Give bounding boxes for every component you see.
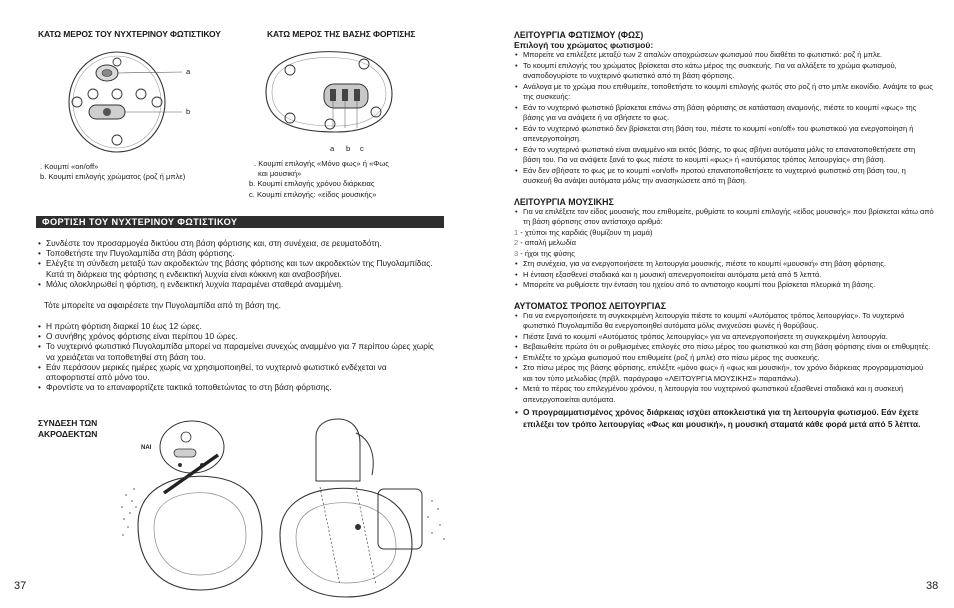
connect-terminals-figure xyxy=(120,415,450,600)
list-item: • Μετά το πέρας του επιλεγμένου χρόνου, η λειτουργία του νυχτερινού φωτιστικού εξασθενεί σταδιακά και η συσκευή απενεργοποιείται αυτόματα. xyxy=(514,384,934,405)
list-item: • Η πρώτη φόρτιση διαρκεί 10 έως 12 ώρες. xyxy=(37,321,437,331)
night-light-bottom-figure xyxy=(60,44,210,164)
page-number-right: 38 xyxy=(926,580,939,592)
figure-1-caption-a: . Κουμπί «on/off» xyxy=(40,162,99,171)
list-item: • Ελέγξτε τη σύνδεση μεταξύ των ακροδεκτών της βάσης φόρτισης και των ακροδεκτών της Πυγολαμπίδας. Κατά τη διάρκεια της φόρτισης η ενδεικτική λυχνία είναι κόκκινη και αναβοσβήνει. xyxy=(37,258,447,278)
list-item: • Επιλέξτε το χρώμα φωτισμού που επιθυμείτε (ροζ ή μπλε) στο πίσω μέρος της συσκευής. xyxy=(514,353,934,364)
list-item: • Η ένταση εξασθενεί σταδιακά και η μουσική απενεργοποιείται αυτόματα μετά από 5 λεπτά. xyxy=(514,270,934,281)
figure-2-caption-a2: και μουσική» xyxy=(258,169,302,179)
list-item: • Εάν περάσουν μερικές ημέρες χωρίς να χρησιμοποιηθεί, το νυχτερινό φωτιστικό ενδέχεται να αποφορτιστεί από μόνο του. xyxy=(37,362,437,382)
list-item: • Εάν το νυχτερινό φωτιστικό είναι αναμμένο και εκτός βάσης, το φως σβήνει αυτόματα μόλις το επανατοποθετήσετε στη βάση του. Για να ανάψετε ξανά το φως πιέστε το κουμπί «φως» ή «αυτόματος τρόπος λειτουργίας» στη βάση. xyxy=(514,145,934,166)
charging-list-2 xyxy=(37,321,437,392)
list-item: • Στη συνέχεια, για να ενεργοποιήσετε τη λειτουργία μουσικής, πιέστε το κουμπί «μουσική» στη βάση φόρτισης. xyxy=(514,259,934,270)
music-options xyxy=(514,228,934,260)
figure-1-caption-b: b. Κουμπί επιλογής χρώματος (ροζ ή μπλε) xyxy=(40,172,186,182)
list-item: • Εάν δεν σβήσατε το φως με το κουμπί «on/off» προτού επανατοποθετήσετε το νυχτερινό φωτιστικό στη βάση του, η συσκευή θα ανάψει αυτόματα μόλις την ανασηκώσετε από τη βάση. xyxy=(514,166,934,187)
list-item: • Μπορείτε να ρυθμίσετε την ένταση του ηχείου από το αντιστοιχο κουμπί που βρίσκεται πλευρικά τη βάσης. xyxy=(514,280,934,291)
list-item: • Πιέστε ξανά το κουμπί «Αυτόματος τρόπος λειτουργίας» για να απενεργοποιήσετε τη συγκεκριμένη λειτουργία. xyxy=(514,332,934,343)
automatic-list xyxy=(514,332,934,406)
connect-terminals-title-line2: ΑΚΡΟΔΕΚΤΩΝ xyxy=(38,429,98,439)
right-column xyxy=(514,30,934,430)
list-item: • Εάν το νυχτερινό φωτιστικό δεν βρίσκεται στη βάση του, πιέστε το κουμπί «on/off» του φωτιστικού για ενεργοποίηση ή απενεργοποίηση. xyxy=(514,124,934,145)
list-item: • Τοποθετήστε την Πυγολαμπίδα στη βάση φόρτισης. xyxy=(37,248,447,258)
music-option: 3 - ήχοι της φύσης xyxy=(514,248,575,258)
charging-base-bottom-figure xyxy=(258,44,398,140)
list-item: • Ο προγραμματισμένος χρόνος διάρκειας ισχύει αποκλειστικά για τη λειτουργία φωτισμού. Εάν έχετε επιλέξει τον τρόπο λειτουργίας «Φως και μουσική», η μουσική σταματά κάθε φορά μετά από 5 λέπτα. xyxy=(514,407,934,430)
list-item: • Το κουμπί επιλογής του χρώματος βρίσκεται στο κάτω μέρος της συσκευής. Για να αλλάξετε το χρώμα φωτισμού, αναποδογυρίστε το νυχτερινό φωτιστικό από τη βάση φόρτισης. xyxy=(514,61,934,82)
figure-1-label-a: a xyxy=(186,67,191,76)
lighting-list xyxy=(514,50,934,187)
programmed-time-note xyxy=(514,407,934,430)
music-function-title: ΛΕΙΤΟΥΡΓΙΑ ΜΟΥΣΙΚΗΣ xyxy=(514,196,614,207)
charging-section-title: ΦΟΡΤΙΣΗ ΤΟΥ ΝΥΧΤΕΡΙΝΟΥ ΦΩΤΙΣΤΙΚΟΥ xyxy=(36,216,444,228)
list-item: • Συνδέστε τον προσαρμογέα δικτύου στη βάση φόρτισης και, στη συνέχεια, σε ρευματοδότη. xyxy=(37,238,447,248)
figure-2-label-b: b xyxy=(346,144,351,153)
figure-2-caption-c: c. Κουμπί επιλογής: «είδος μουσικής» xyxy=(249,189,377,199)
music-list xyxy=(514,259,934,291)
figure-2-caption xyxy=(249,159,449,200)
figure-2-caption-b: b. Κουμπί επιλογής χρόνου διάρκειας xyxy=(249,179,375,189)
list-item: • Στο πίσω μέρος της βάσης φόρτισης, επιλέξτε «μόνο φως» ή «φως και μουσική», τον χρόνο διάρκειας προγραμματισμού και τον τύπο μελωδίας (πρβλ. παράγραφο «ΛΕΙΤΟΥΡΓΙΑ ΜΟΥΣΙΚΗΣ» παραπάνω). xyxy=(514,363,934,384)
list-item: • Ανάλογα με το χρώμα που επιθυμείτε, τοποθετήστε το κουμπί επιλογής φωτός στο ροζ ή στο μπλε εικονίδιο. Ανάψτε το φως της συσκευής: xyxy=(514,82,934,103)
list-item: • Το νυχτερινό φωτιστικό Πυγολαμπίδα μπορεί να παραμείνει συνεχώς αναμμένο για 7 περίπου ώρες χωρίς να χρειάζεται να τοποθετηθεί στη βάση του. xyxy=(37,341,437,361)
connect-terminals-title-line1: ΣΥΝΔΕΣΗ ΤΩΝ xyxy=(38,418,98,428)
list-item: • Μόλις ολοκληρωθεί η φόρτιση, η ενδεικτική λυχνία παραμένει σταθερά αναμμένη. xyxy=(37,279,447,289)
figure-1-caption xyxy=(40,162,240,182)
list-item: • Ο συνήθης χρόνος φόρτισης είναι περίπου 10 ώρες. xyxy=(37,331,437,341)
list-item: • Για να επιλέξετε τον είδος μουσικής που επιθυμείτε, ρυθμίστε το κουμπί επιλογής «είδος μουσικής» που βρίσκεται κάτω από τη βάση φόρτισης στον αντίστοιχο αριθμό: xyxy=(514,207,934,228)
list-item: • Μπορείτε να επιλέξετε μεταξύ των 2 απαλών αποχρώσεων φωτισμού που διαθέτει το φωτιστικό: ροζ ή μπλε. xyxy=(514,50,934,61)
figure-2-label-c: c xyxy=(360,144,364,153)
automatic-intro-list xyxy=(514,311,934,332)
list-item: • Για να ενεργοποιήσετε τη συγκεκριμένη λειτουργία πιέστε το κουμπί «Αυτόματος τρόπος λειτουργίας». Το νυχτερινό φωτιστικό Πυγολαμπίδα θα ενεργοποιηθεί αυτόματα μόλις ανιχνεύσει φωνές ή θορύβους. xyxy=(514,311,934,332)
music-option: 1 - χτύποι της καρδιάς (θυμίζουν τη μαμά) xyxy=(514,227,653,237)
charging-list-1 xyxy=(37,238,447,289)
list-item: • Φροντίστε να το επαναφορτίζετε τακτικά τοποθετώντας το στη βάση φόρτισης. xyxy=(37,382,437,392)
figure-2-title: ΚΑΤΩ ΜΕΡΟΣ ΤΗΣ ΒΑΣΗΣ ΦΟΡΤΙΣΗΣ xyxy=(267,29,416,39)
automatic-mode-title: ΑΥΤΟΜΑΤΟΣ ΤΡΟΠΟΣ ΛΕΙΤΟΥΡΓΙΑΣ xyxy=(514,300,666,311)
figure-2-caption-a1: . Κουμπί επιλογής «Μόνο φως» ή «Φως xyxy=(254,159,389,168)
lighting-function-title: ΛΕΙΤΟΥΡΓΙΑ ΦΩΤΙΣΜΟΥ (ΦΩΣ) xyxy=(514,30,644,40)
figure-3-label: NAI xyxy=(141,445,152,451)
music-intro-list xyxy=(514,207,934,228)
figure-1-label-b: b xyxy=(186,107,191,116)
music-option: 2 - απαλή μελωδία xyxy=(514,238,576,247)
figure-1-title: ΚΑΤΩ ΜΕΡΟΣ ΤΟΥ ΝΥΧΤΕΡΙΝΟΥ ΦΩΤΙΣΤΙΚΟΥ xyxy=(38,29,221,39)
charging-note: Τότε μπορείτε να αφαιρέσετε την Πυγολαμπίδα από τη βάση της. xyxy=(44,300,281,310)
lighting-color-subtitle: Επιλογή του χρώματος φωτισμού: xyxy=(514,40,654,50)
page-number-left: 37 xyxy=(14,580,27,592)
list-item: • Βεβαιωθείτε πρώτα ότι οι ρυθμισμένες επιλογές στο πίσω μέρος του φωτιστικού και στη βάση φόρτισης είναι οι επιθυμητές. xyxy=(514,342,934,353)
figure-2-label-a: a xyxy=(330,144,335,153)
list-item: • Εάν το νυχτερινό φωτιστικό βρίσκεται επάνω στη βάση φόρτισης σε κατάσταση αναμονής, πιέστε το κουμπί «φως» της βάσης για να ανάψετε ή να σβήσετε το φως. xyxy=(514,103,934,124)
connect-terminals-title xyxy=(38,418,97,440)
